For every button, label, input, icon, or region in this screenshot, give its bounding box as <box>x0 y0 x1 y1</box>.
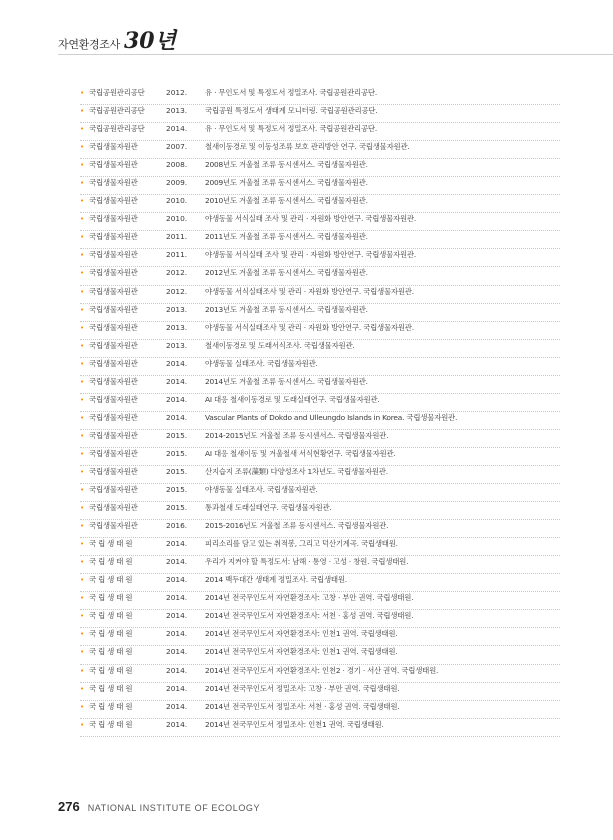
entry-title: 2014년 전국무인도서 자연환경조사: 서천 · 홍성 권역. 국립생태원. <box>205 611 414 621</box>
entry-title: 철새이동경로 및 도래서식조사. 국립생물자원관. <box>205 340 355 350</box>
page-footer <box>58 799 260 814</box>
entry-year: 2015. <box>166 503 188 513</box>
entry-organization: 국립생물자원관 <box>89 160 138 170</box>
entry-title: 2014년도 겨울철 조류 동시센서스. 국립생물자원관. <box>205 376 368 386</box>
page-header <box>58 28 176 52</box>
reference-entry <box>80 394 560 412</box>
bullet-icon: • <box>80 341 85 350</box>
bullet-icon: • <box>80 143 85 152</box>
entry-year: 2014. <box>166 376 188 386</box>
reference-entry <box>80 358 560 376</box>
bullet-icon: • <box>80 377 85 386</box>
entry-year: 2014. <box>166 683 188 693</box>
entry-title: Vascular Plants of Dokdo and Ulleungdo Islands in Korea. 국립생물자원관. <box>205 412 458 422</box>
bullet-icon: • <box>80 413 85 422</box>
entry-year: 2014. <box>166 557 188 567</box>
bullet-icon: • <box>80 431 85 440</box>
entry-organization: 국립생물자원관 <box>89 448 138 458</box>
bullet-icon: • <box>80 395 85 404</box>
entry-title: 2014년 전국무인도서 정밀조사: 서천 · 홍성 권역. 국립생태원. <box>205 701 400 711</box>
reference-entry <box>80 646 560 664</box>
reference-entry <box>80 231 560 249</box>
entry-title: 야생동물 실태조사. 국립생물자원관. <box>205 358 318 368</box>
reference-entry <box>80 502 560 520</box>
entry-title: 야생동물 서식실태 조사 및 관리 · 자원화 방안연구. 국립생물자원관. <box>205 214 417 224</box>
bullet-icon: • <box>80 467 85 476</box>
bullet-icon: • <box>80 323 85 332</box>
entry-year: 2014. <box>166 358 188 368</box>
entry-title: 2008년도 겨울철 조류 동시센서스. 국립생물자원관. <box>205 160 368 170</box>
entry-organization: 국 립 생 태 원 <box>89 593 133 603</box>
entry-title: 야생동물 서식실태조사 및 관리 · 자원화 방안연구. 국립생물자원관. <box>205 286 414 296</box>
entry-title: AI 대응 철새이동 및 겨울철새 서식현황연구. 국립생물자원관. <box>205 448 396 458</box>
entry-year: 2015. <box>166 430 188 440</box>
entry-organization: 국립생물자원관 <box>89 503 138 513</box>
entry-year: 2009. <box>166 178 188 188</box>
entry-organization: 국 립 생 태 원 <box>89 647 133 657</box>
entry-organization: 국립생물자원관 <box>89 412 138 422</box>
entry-title: 산지습지 조류(藻類) 다양성조사 1차년도. 국립생물자원관. <box>205 466 388 476</box>
reference-entry <box>80 340 560 358</box>
entry-year: 2013. <box>166 304 188 314</box>
reference-entry <box>80 159 560 177</box>
reference-entry <box>80 574 560 592</box>
entry-year: 2014. <box>166 665 188 675</box>
header-divider <box>58 54 613 55</box>
reference-entry <box>80 87 560 105</box>
bullet-icon: • <box>80 215 85 224</box>
entry-title: 2014년 전국무인도서 자연환경조사: 인천2 · 경기 · 서산 권역. 국립생태원. <box>205 665 439 675</box>
reference-entry <box>80 141 560 159</box>
entry-year: 2016. <box>166 521 188 531</box>
entry-organization: 국립생물자원관 <box>89 430 138 440</box>
reference-entry <box>80 376 560 394</box>
entry-year: 2014. <box>166 412 188 422</box>
entry-year: 2011. <box>166 250 188 260</box>
bullet-icon: • <box>80 486 85 495</box>
bullet-icon: • <box>80 594 85 603</box>
reference-entry <box>80 286 560 304</box>
entry-organization: 국립공원관리공단 <box>89 124 145 134</box>
entry-organization: 국립생물자원관 <box>89 142 138 152</box>
entry-title: 유 · 무인도서 및 특정도서 정밀조사. 국립공원관리공단. <box>205 88 378 97</box>
reference-entry <box>80 665 560 683</box>
entry-title: 2013년도 겨울철 조류 동시센서스. 국립생물자원관. <box>205 304 368 314</box>
entry-organization: 국 립 생 태 원 <box>89 611 133 621</box>
header-title: 자연환경조사 <box>58 38 120 51</box>
bullet-icon: • <box>80 359 85 368</box>
entry-year: 2014. <box>166 719 188 729</box>
entry-organization: 국립생물자원관 <box>89 250 138 260</box>
entry-organization: 국립생물자원관 <box>89 485 138 495</box>
reference-entry <box>80 249 560 267</box>
reference-entry <box>80 448 560 466</box>
entry-title: 2014-2015년도 겨울철 조류 동시센서스. 국립생물자원관. <box>205 430 389 440</box>
entry-title: 2015-2016년도 겨울철 조류 동시센서스. 국립생물자원관. <box>205 521 389 531</box>
bullet-icon: • <box>80 504 85 513</box>
entry-year: 2014. <box>166 575 188 585</box>
entry-title: 야생동물 서식실태 조사 및 관리 · 자원화 방안연구. 국립생물자원관. <box>205 250 417 260</box>
entry-title: 2014년 전국무인도서 자연환경조사: 고창 · 부안 권역. 국립생태원. <box>205 593 414 603</box>
entry-year: 2014. <box>166 539 188 549</box>
entry-organization: 국립생물자원관 <box>89 521 138 531</box>
bullet-icon: • <box>80 161 85 170</box>
reference-list <box>80 87 560 737</box>
bullet-icon: • <box>80 287 85 296</box>
bullet-icon: • <box>80 558 85 567</box>
entry-organization: 국립생물자원관 <box>89 358 138 368</box>
bullet-icon: • <box>80 612 85 621</box>
entry-organization: 국립생물자원관 <box>89 466 138 476</box>
entry-year: 2014. <box>166 611 188 621</box>
entry-title: 유 · 무인도서 및 특정도서 정밀조사. 국립공원관리공단. <box>205 124 378 134</box>
entry-organization: 국 립 생 태 원 <box>89 719 133 729</box>
entry-organization: 국립생물자원관 <box>89 394 138 404</box>
entry-year: 2012. <box>166 268 188 278</box>
entry-organization: 국 립 생 태 원 <box>89 575 133 585</box>
bullet-icon: • <box>80 89 85 97</box>
entry-year: 2014. <box>166 593 188 603</box>
bullet-icon: • <box>80 197 85 206</box>
bullet-icon: • <box>80 702 85 711</box>
entry-title: 철새이동경로 및 이동성조류 보호 관리방안 연구. 국립생물자원관. <box>205 142 410 152</box>
entry-year: 2013. <box>166 322 188 332</box>
entry-title: 2009년도 겨울철 조류 동시센서스. 국립생물자원관. <box>205 178 368 188</box>
entry-organization: 국립생물자원관 <box>89 286 138 296</box>
reference-entry <box>80 177 560 195</box>
entry-year: 2013. <box>166 340 188 350</box>
reference-entry <box>80 105 560 123</box>
entry-organization: 국립생물자원관 <box>89 178 138 188</box>
reference-entry <box>80 719 560 737</box>
entry-title: 2014년 전국무인도서 자연환경조사: 인천1 권역. 국립생태원. <box>205 647 398 657</box>
page-number: 276 <box>58 799 80 814</box>
entry-year: 2012. <box>166 88 188 97</box>
entry-year: 2014. <box>166 124 188 134</box>
reference-entry <box>80 556 560 574</box>
reference-entry <box>80 304 560 322</box>
entry-organization: 국립생물자원관 <box>89 268 138 278</box>
reference-entry <box>80 520 560 538</box>
header-logo: 30년 <box>123 28 176 54</box>
entry-organization: 국립공원관리공단 <box>89 106 145 116</box>
entry-year: 2013. <box>166 106 188 116</box>
entry-organization: 국립공원관리공단 <box>89 88 145 97</box>
reference-entry <box>80 412 560 430</box>
entry-organization: 국립생물자원관 <box>89 214 138 224</box>
bullet-icon: • <box>80 269 85 278</box>
entry-year: 2014. <box>166 394 188 404</box>
reference-entry <box>80 683 560 701</box>
entry-title: 야생동물 서식실태조사 및 관리 · 자원화 방안연구. 국립생물자원관. <box>205 322 414 332</box>
entry-year: 2011. <box>166 232 188 242</box>
reference-entry <box>80 628 560 646</box>
entry-year: 2015. <box>166 448 188 458</box>
entry-organization: 국립생물자원관 <box>89 340 138 350</box>
entry-title: 국립공원 특정도서 생태계 모니터링. 국립공원관리공단. <box>205 106 378 116</box>
entry-title: 2010년도 겨울철 조류 동시센서스. 국립생물자원관. <box>205 196 368 206</box>
reference-entry <box>80 123 560 141</box>
entry-organization: 국 립 생 태 원 <box>89 539 133 549</box>
reference-entry <box>80 267 560 285</box>
bullet-icon: • <box>80 251 85 260</box>
entry-year: 2015. <box>166 485 188 495</box>
entry-year: 2014. <box>166 629 188 639</box>
reference-entry <box>80 701 560 719</box>
bullet-icon: • <box>80 179 85 188</box>
entry-title: 피리소리를 담고 있는 취적봉, 그리고 덕산기계곡. 국립생태원. <box>205 539 398 549</box>
bullet-icon: • <box>80 576 85 585</box>
entry-year: 2012. <box>166 286 188 296</box>
entry-organization: 국립생물자원관 <box>89 376 138 386</box>
entry-organization: 국립생물자원관 <box>89 304 138 314</box>
entry-title: 2012년도 겨울철 조류 동시센서스. 국립생물자원관. <box>205 268 368 278</box>
entry-year: 2014. <box>166 647 188 657</box>
entry-title: 우리가 지켜야 할 특정도서: 남해 · 통영 · 고성 · 창원. 국립생태원. <box>205 557 409 567</box>
reference-entry <box>80 195 560 213</box>
reference-entry <box>80 466 560 484</box>
entry-organization: 국 립 생 태 원 <box>89 665 133 675</box>
reference-entry <box>80 322 560 340</box>
entry-year: 2008. <box>166 160 188 170</box>
reference-entry <box>80 430 560 448</box>
entry-year: 2010. <box>166 214 188 224</box>
reference-entry <box>80 213 560 231</box>
footer-institute: NATIONAL INSTITUTE OF ECOLOGY <box>87 803 261 813</box>
entry-title: 통과철새 도래실태연구. 국립생물자원관. <box>205 503 332 513</box>
entry-organization: 국립생물자원관 <box>89 196 138 206</box>
entry-organization: 국 립 생 태 원 <box>89 701 133 711</box>
entry-organization: 국 립 생 태 원 <box>89 557 133 567</box>
bullet-icon: • <box>80 684 85 693</box>
entry-organization: 국 립 생 태 원 <box>89 629 133 639</box>
bullet-icon: • <box>80 107 85 116</box>
entry-organization: 국 립 생 태 원 <box>89 683 133 693</box>
entry-year: 2010. <box>166 196 188 206</box>
entry-title: 2014년 전국무인도서 정밀조사: 고창 · 부안 권역. 국립생태원. <box>205 683 400 693</box>
bullet-icon: • <box>80 666 85 675</box>
bullet-icon: • <box>80 305 85 314</box>
bullet-icon: • <box>80 125 85 134</box>
bullet-icon: • <box>80 648 85 657</box>
bullet-icon: • <box>80 449 85 458</box>
entry-title: 2014년 전국무인도서 자연환경조사: 인천1 권역. 국립생태원. <box>205 629 398 639</box>
entry-title: 2014 백두대간 생태계 정밀조사. 국립생태원. <box>205 575 347 585</box>
bullet-icon: • <box>80 233 85 242</box>
entry-title: 2014년 전국무인도서 정밀조사: 인천1 권역. 국립생태원. <box>205 719 384 729</box>
reference-entry <box>80 592 560 610</box>
entry-organization: 국립생물자원관 <box>89 232 138 242</box>
entry-title: 2011년도 겨울철 조류 동시센서스. 국립생물자원관. <box>205 232 368 242</box>
entry-title: AI 대응 철새이동경로 및 도래실태연구. 국립생물자원관. <box>205 394 380 404</box>
bullet-icon: • <box>80 720 85 729</box>
bullet-icon: • <box>80 630 85 639</box>
entry-organization: 국립생물자원관 <box>89 322 138 332</box>
reference-entry <box>80 538 560 556</box>
entry-year: 2015. <box>166 466 188 476</box>
entry-year: 2007. <box>166 142 188 152</box>
entry-year: 2014. <box>166 701 188 711</box>
entry-title: 야생동물 실태조사. 국립생물자원관. <box>205 485 318 495</box>
bullet-icon: • <box>80 522 85 531</box>
reference-entry <box>80 610 560 628</box>
reference-entry <box>80 484 560 502</box>
bullet-icon: • <box>80 540 85 549</box>
